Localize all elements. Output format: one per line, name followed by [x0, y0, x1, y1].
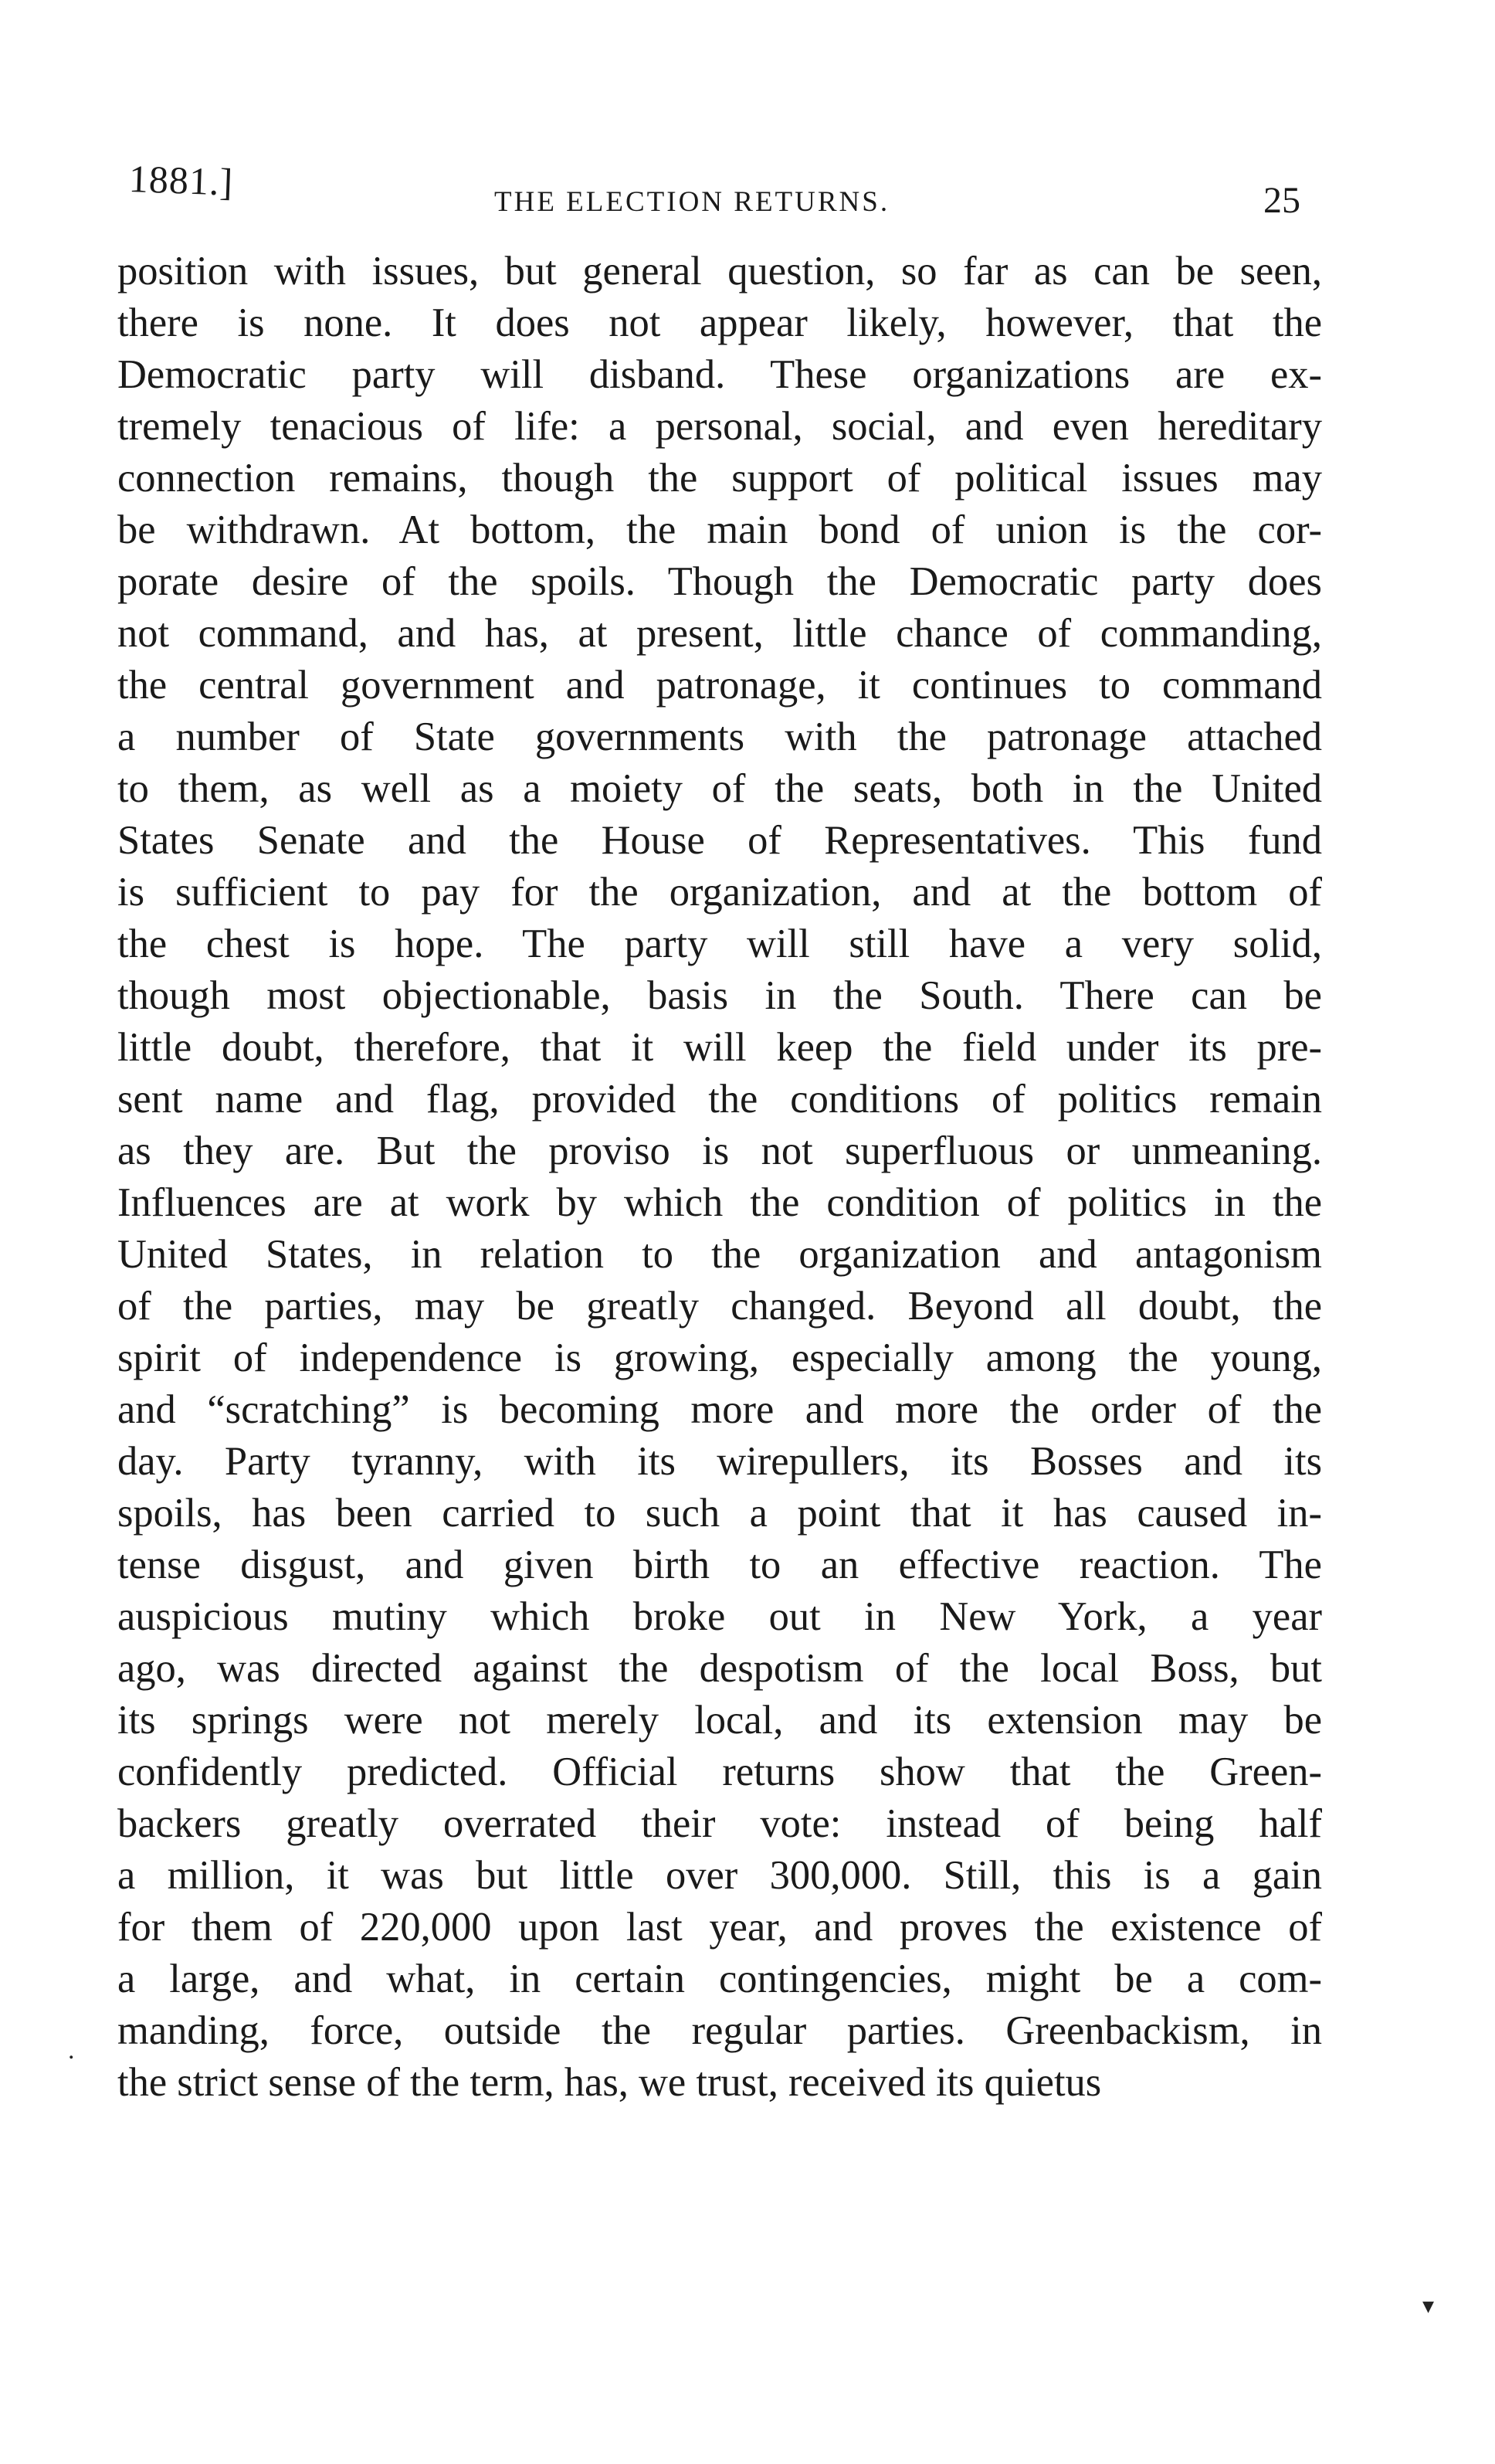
text-line: little doubt, therefore, that it will keep the field under its pre-: [117, 1025, 1322, 1070]
text-line: as they are. But the proviso is not superfluous or unmeaning.: [117, 1128, 1322, 1173]
body-text: [117, 246, 1322, 2109]
text-line: of the parties, may be greatly changed. Beyond all doubt, the: [117, 1284, 1322, 1329]
text-line: backers greatly overrated their vote: instead of being half: [117, 1801, 1322, 1846]
text-line: the strict sense of the term, has, we trust, received its quietus: [117, 2060, 1102, 2105]
text-line: day. Party tyranny, with its wirepullers, its Bosses and its: [117, 1439, 1322, 1484]
text-line: Democratic party will disband. These organizations are ex-: [117, 352, 1322, 397]
text-line: States Senate and the House of Representatives. This fund: [117, 818, 1322, 863]
text-line: tense disgust, and given birth to an effective reaction. The: [117, 1543, 1322, 1587]
text-line: for them of 220,000 upon last year, and proves the existence of: [117, 1905, 1322, 1950]
text-line: to them, as well as a moiety of the seats, both in the United: [117, 766, 1322, 811]
text-line: ago, was directed against the despotism of the local Boss, but: [117, 1646, 1322, 1691]
text-line: be withdrawn. At bottom, the main bond of union is the cor-: [117, 507, 1322, 552]
text-line: its springs were not merely local, and its extension may be: [117, 1698, 1322, 1743]
text-line: a large, and what, in certain contingencies, might be a com-: [117, 1957, 1322, 2001]
running-head: [116, 151, 1305, 221]
text-line: manding, force, outside the regular parties. Greenbackism, in: [117, 2008, 1322, 2053]
text-line: there is none. It does not appear likely, however, that the: [117, 300, 1322, 345]
text-line: though most objectionable, basis in the South. There can be: [117, 973, 1322, 1018]
text-line: porate desire of the spoils. Though the Democratic party does: [117, 559, 1322, 604]
running-head-title: THE ELECTION RETURNS.: [494, 186, 890, 218]
text-line: is sufficient to pay for the organization, and at the bottom of: [117, 870, 1322, 915]
text-line: a million, it was but little over 300,000. Still, this is a gain: [117, 1853, 1322, 1898]
text-line: not command, and has, at present, little chance of commanding,: [117, 611, 1322, 656]
text-line: and “scratching” is becoming more and more the order of the: [117, 1387, 1322, 1432]
scan-speck: ▾: [1422, 2293, 1435, 2319]
text-line: Influences are at work by which the condition of politics in the: [117, 1180, 1322, 1225]
scan-speck: .: [68, 2036, 75, 2065]
text-line: United States, in relation to the organization and antagonism: [117, 1232, 1322, 1277]
text-line: confidently predicted. Official returns show that the Green-: [117, 1750, 1322, 1794]
text-line: spirit of independence is growing, especially among the young,: [117, 1336, 1322, 1380]
text-line: a number of State governments with the patronage attached: [117, 714, 1322, 759]
text-line: spoils, has been carried to such a point that it has caused in-: [117, 1491, 1322, 1536]
text-line: tremely tenacious of life: a personal, social, and even hereditary: [117, 404, 1322, 449]
text-line: the central government and patronage, it continues to command: [117, 663, 1322, 708]
text-line: connection remains, though the support of political issues may: [117, 456, 1322, 501]
text-line: sent name and flag, provided the conditions of politics remain: [117, 1077, 1322, 1122]
text-line: auspicious mutiny which broke out in New York, a year: [117, 1594, 1322, 1639]
page-number: 25: [1263, 180, 1300, 221]
text-line: position with issues, but general question, so far as can be seen,: [117, 249, 1322, 294]
text-line: the chest is hope. The party will still have a very solid,: [117, 921, 1322, 966]
running-head-year: 1881.]: [128, 156, 235, 204]
